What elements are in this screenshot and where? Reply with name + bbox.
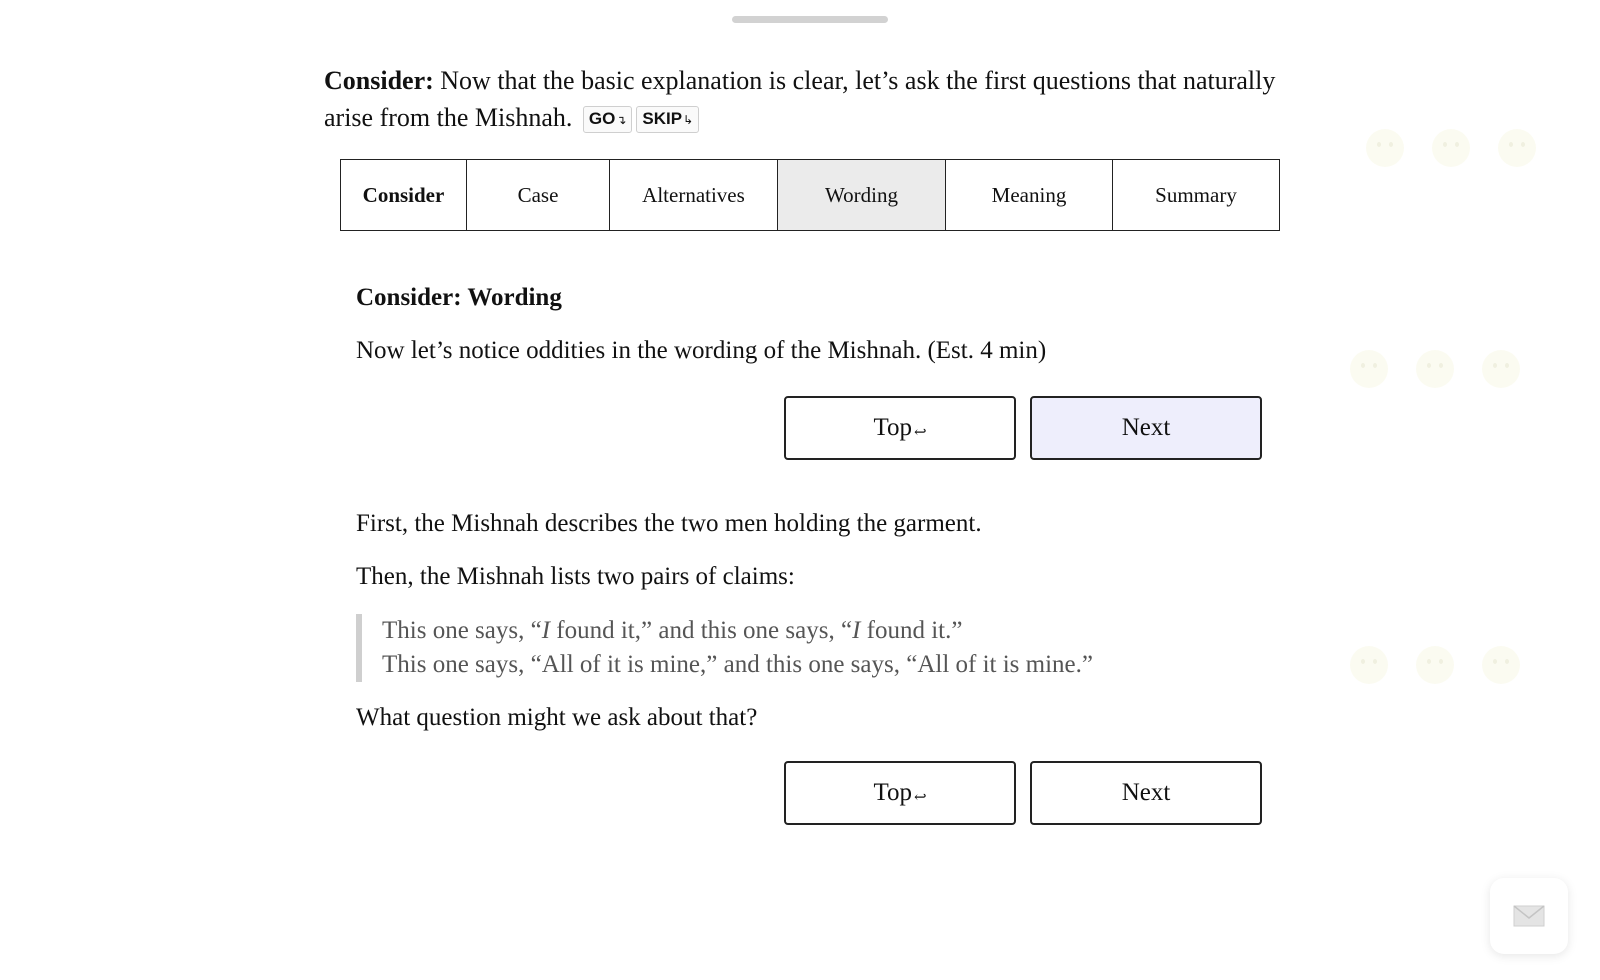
next-button[interactable] bbox=[1030, 396, 1262, 460]
smiley-face-icon[interactable] bbox=[1350, 646, 1388, 684]
contact-button[interactable] bbox=[1490, 878, 1568, 954]
go-button[interactable] bbox=[583, 106, 633, 133]
smiley-face-icon[interactable] bbox=[1416, 646, 1454, 684]
next-button-label: Next bbox=[1121, 779, 1171, 806]
smiley-face-icon[interactable] bbox=[1432, 129, 1470, 167]
tab-alternatives[interactable]: Alternatives bbox=[609, 160, 777, 230]
go-arrow-icon: ↴ bbox=[616, 113, 627, 127]
feedback-faces-row bbox=[1366, 129, 1536, 167]
top-button[interactable] bbox=[784, 396, 1016, 460]
next-button[interactable] bbox=[1030, 761, 1262, 825]
intro-lead: Consider: bbox=[324, 66, 434, 95]
quote-line-1 bbox=[382, 614, 1242, 648]
mail-icon bbox=[1513, 905, 1545, 927]
skip-button[interactable] bbox=[636, 106, 699, 133]
content-paragraph-2: Then, the Mishnah lists two pairs of claims: bbox=[356, 563, 795, 590]
tab-consider[interactable]: Consider bbox=[362, 182, 445, 207]
tab-wording[interactable]: Wording bbox=[777, 160, 945, 230]
smiley-face-icon[interactable] bbox=[1482, 646, 1520, 684]
quote-emphasis: I bbox=[541, 617, 551, 644]
top-button[interactable] bbox=[784, 761, 1016, 825]
smiley-face-icon[interactable] bbox=[1366, 129, 1404, 167]
skip-arrow-icon: ↳ bbox=[683, 113, 694, 127]
section-title: Consider: Wording bbox=[356, 284, 562, 311]
section-description: Now let’s notice oddities in the wording of the Mishnah. (Est. 4 min) bbox=[356, 337, 1047, 364]
smiley-face-icon[interactable] bbox=[1350, 350, 1388, 388]
drag-handle[interactable] bbox=[732, 16, 888, 23]
quote-text: found it.” bbox=[860, 617, 963, 644]
skip-label: SKIP bbox=[642, 109, 683, 128]
tab-summary[interactable]: Summary bbox=[1112, 160, 1279, 230]
next-button-label: Next bbox=[1121, 414, 1171, 441]
return-icon: ↩ bbox=[913, 424, 927, 441]
content-question: What question might we ask about that? bbox=[356, 704, 758, 731]
quote-emphasis: I bbox=[852, 617, 861, 644]
mishnah-quote bbox=[356, 614, 1242, 682]
intro-paragraph bbox=[324, 62, 1284, 136]
smiley-face-icon[interactable] bbox=[1416, 350, 1454, 388]
quote-text: This one says, “ bbox=[382, 617, 542, 644]
quote-line-2: This one says, “All of it is mine,” and this one says, “All of it is mine.” bbox=[382, 651, 1093, 678]
content-paragraph-1: First, the Mishnah describes the two men holding the garment. bbox=[356, 510, 982, 537]
feedback-faces-row bbox=[1350, 350, 1520, 388]
section-tabs bbox=[340, 159, 1280, 231]
tab-meaning[interactable]: Meaning bbox=[945, 160, 1112, 230]
feedback-faces-row bbox=[1350, 646, 1520, 684]
tab-case[interactable]: Case bbox=[466, 160, 609, 230]
smiley-face-icon[interactable] bbox=[1482, 350, 1520, 388]
top-button-label: Top bbox=[873, 414, 912, 441]
go-label: GO bbox=[588, 109, 616, 128]
top-button-label: Top bbox=[873, 779, 912, 806]
quote-text: found it,” and this one says, “ bbox=[550, 617, 853, 644]
intro-text: Now that the basic explanation is clear, let’s ask the first questions that naturally arise from the Mishnah. bbox=[324, 66, 1276, 132]
smiley-face-icon[interactable] bbox=[1498, 129, 1536, 167]
return-icon: ↩ bbox=[913, 789, 927, 806]
